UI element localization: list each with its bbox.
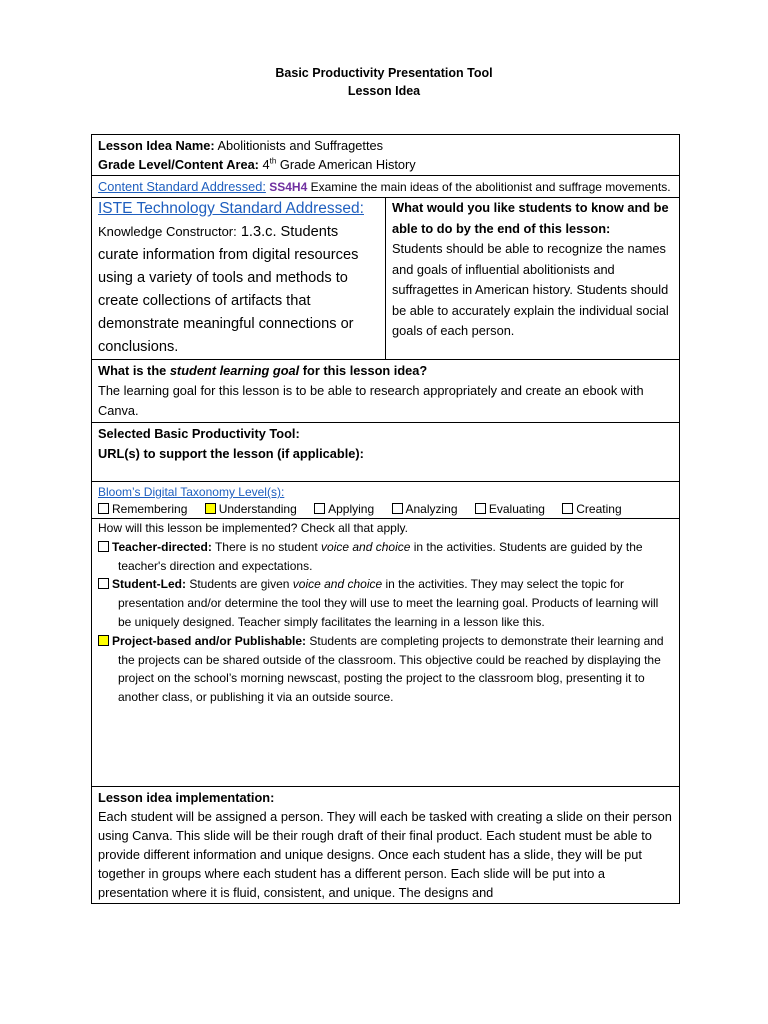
grade-level-value[interactable]: 4th Grade American History: [262, 156, 416, 172]
bloom-label: Bloom’s Digital Taxonomy Level(s):: [98, 485, 285, 499]
bloom-option-analyzing[interactable]: Analyzing: [392, 502, 458, 516]
document-header: [0, 64, 768, 100]
checkbox-icon[interactable]: [98, 578, 109, 589]
lesson-name-row: [92, 135, 680, 176]
grade-level-label: Grade Level/Content Area:: [98, 157, 259, 172]
content-standard-label: Content Standard Addressed:: [98, 179, 266, 194]
know-and-do-text[interactable]: Students should be able to recognize the names and goals of influential abolitionists and suffragettes in American history. Students should be able to accurately explain the individual social goals of each person.: [392, 241, 669, 338]
checkbox-icon[interactable]: [475, 503, 486, 514]
iste-standard-text[interactable]: Knowledge Constructor: 1.3.c. Students curate information from digital resources using a variety of tools and methods to create collections of artifacts that demonstrate meaningful connections or conclusions.: [98, 224, 359, 355]
tool-row: [92, 423, 680, 482]
checkbox-icon[interactable]: [392, 503, 403, 514]
bloom-option-applying[interactable]: Applying: [314, 502, 374, 516]
checkbox-icon[interactable]: [562, 503, 573, 514]
iste-standard-row: [92, 198, 680, 360]
lesson-idea-table: [91, 134, 680, 904]
bloom-option-understanding[interactable]: Understanding: [205, 502, 297, 516]
implementation-text[interactable]: Each student will be assigned a person. They will each be tasked with creating a slide on their person using Canva. This slide will be their rough draft of their final product. Each student must be able to provide different information and unique designs. Once each student has a slide, they will be put together in groups where each student has a different person. Each slide will be put into a presentation where it is fluid, consistent, and unique. The designs and: [98, 809, 672, 900]
checkbox-icon[interactable]: [98, 635, 109, 646]
bloom-option-creating[interactable]: Creating: [562, 502, 621, 516]
implementation-label: Lesson idea implementation:: [98, 790, 275, 805]
content-standard-text[interactable]: Examine the main ideas of the abolitionist and suffrage movements.: [310, 180, 671, 194]
know-and-do-label: What would you like students to know and be able to do by the end of this lesson:: [392, 200, 669, 236]
tool-label: Selected Basic Productivity Tool:: [98, 426, 300, 441]
iste-standard-label: ISTE Technology Standard Addressed:: [98, 200, 364, 217]
bloom-option-evaluating[interactable]: Evaluating: [475, 502, 545, 516]
checkbox-icon[interactable]: [98, 541, 109, 552]
checkbox-icon[interactable]: [205, 503, 216, 514]
learning-goal-question: What is the student learning goal for this lesson idea?: [98, 363, 428, 378]
bloom-options: [98, 501, 673, 518]
implementation-row: [92, 787, 680, 904]
document-subtitle: Lesson Idea: [347, 84, 421, 98]
checkbox-icon[interactable]: [314, 503, 325, 514]
content-standard-code: SS4H4: [269, 180, 308, 194]
student-led-option[interactable]: Student-Led: Students are given voice and choice in the activities. They may select the topic for presentation and/or determine the tool they will use to meet the learning goal. Products of learning will be uniquely designed. Teacher simply facilitates the learning in a lesson like this.: [98, 575, 673, 631]
project-based-option[interactable]: Project-based and/or Publishable: Students are completing projects to demonstrate their learning and the projects can be shared outside of the classroom. This objective could be reached by displaying the project on the school’s morning newscast, posting the project to the classroom blog, presenting it to another class, or publishing it via an outside source.: [98, 632, 673, 707]
bloom-row: [92, 482, 680, 519]
lesson-name-label: Lesson Idea Name:: [98, 138, 215, 153]
implementation-question: How will this lesson be implemented? Check all that apply.: [98, 521, 408, 535]
lesson-name-value[interactable]: Abolitionists and Suffragettes: [217, 138, 384, 153]
bloom-option-remembering[interactable]: Remembering: [98, 502, 187, 516]
document-title: Basic Productivity Presentation Tool: [275, 66, 493, 80]
teacher-directed-option[interactable]: Teacher-directed: There is no student voice and choice in the activities. Students are guided by the teacher's direction and expectations.: [98, 538, 673, 576]
checkbox-icon[interactable]: [98, 503, 109, 514]
content-standard-row: [92, 176, 680, 198]
implementation-method-row: [92, 519, 680, 787]
learning-goal-row: [92, 360, 680, 423]
learning-goal-text[interactable]: The learning goal for this lesson is to be able to research appropriately and create an ebook with Canva.: [98, 383, 644, 418]
url-label: URL(s) to support the lesson (if applicable):: [98, 446, 364, 461]
